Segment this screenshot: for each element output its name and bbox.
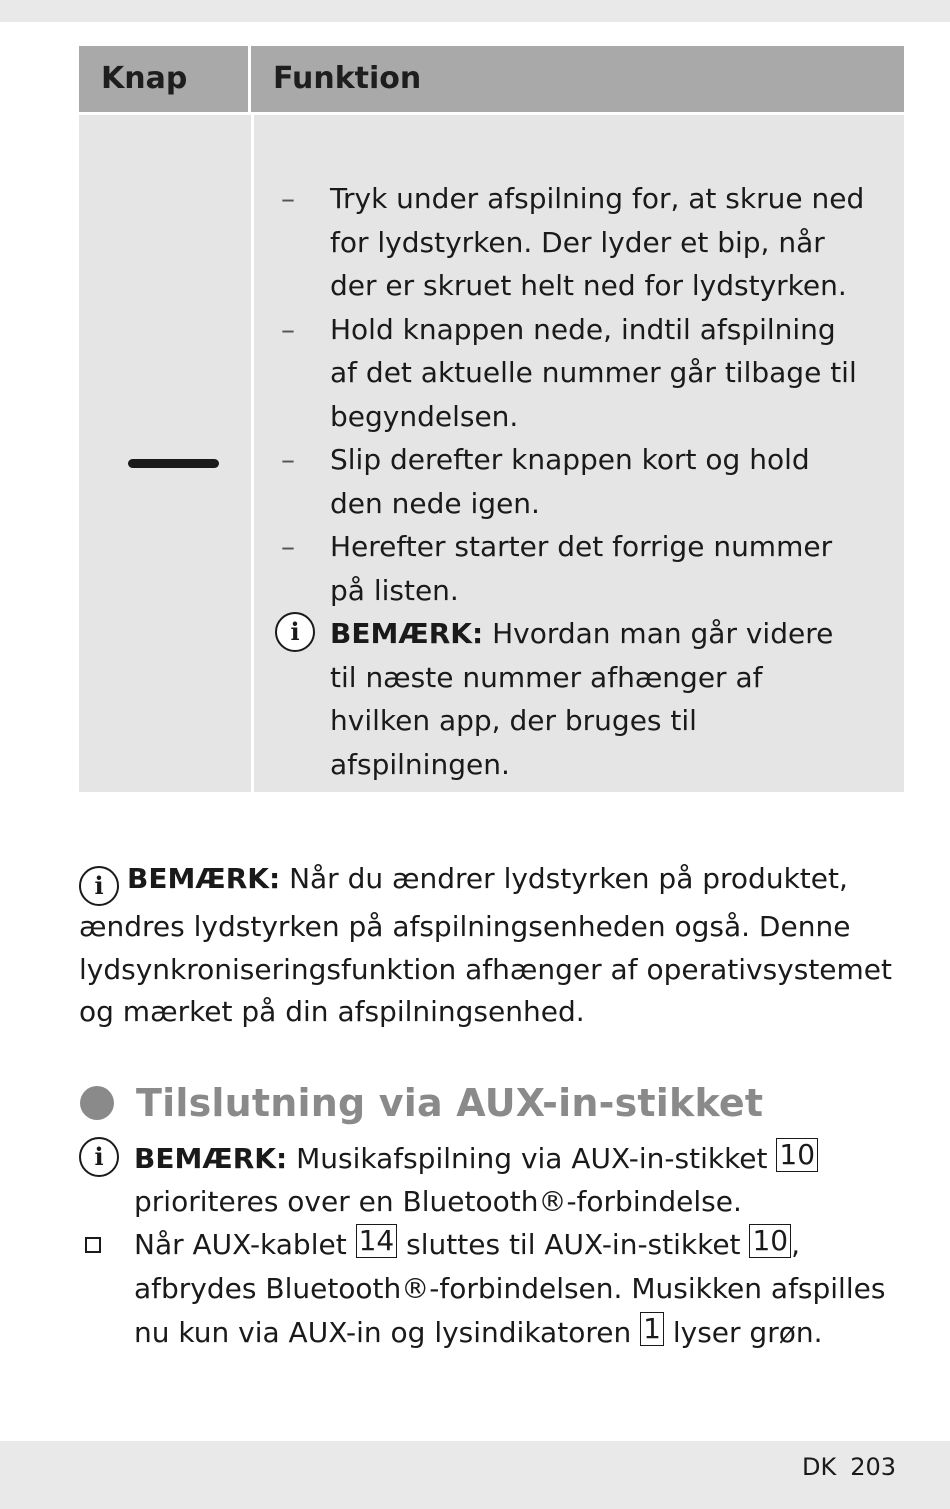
note-text: Når du ændrer lydstyrken på produktet, ændres lydstyrken på afspilningsenheden også. Denne lydsynkroniseringsfunktion afhænger af operativsystemet og mærket på din afspilningsenhed. xyxy=(79,862,892,1028)
step-text-2: sluttes til AUX-in-stikket xyxy=(406,1228,741,1261)
page-footer xyxy=(802,1453,896,1481)
reference-number: 10 xyxy=(749,1224,791,1258)
note-text: Hvordan man går videre til næste nummer afhænger af hvilken app, der bruges til afspilningen. xyxy=(330,617,834,781)
table-note xyxy=(275,612,865,786)
section-heading xyxy=(80,1076,763,1130)
header-button: Knap xyxy=(79,46,251,112)
page-number: 203 xyxy=(850,1453,896,1481)
checkbox-icon xyxy=(85,1237,101,1253)
note-text-after: prioriteres over en Bluetooth®-forbindelse. xyxy=(134,1185,742,1218)
note-label: BEMÆRK: xyxy=(330,617,484,650)
reference-number: 10 xyxy=(776,1138,818,1172)
info-icon: i xyxy=(79,1137,119,1177)
list-item-text: Herefter starter det forrige nummer på listen. xyxy=(330,530,833,607)
step-text-3: , afbrydes Bluetooth®-forbindelsen. Musikken afspilles nu kun via AUX-in og lysindikatoren xyxy=(134,1228,886,1349)
info-icon: i xyxy=(79,866,119,906)
info-icon: i xyxy=(275,612,315,652)
list-item xyxy=(275,177,865,308)
step-text-1: Når AUX-kablet xyxy=(134,1228,347,1261)
list-item xyxy=(275,308,865,439)
list-item-text: Tryk under afspilning for, at skrue ned for lydstyrken. Der lyder et bip, når der er skruet helt ned for lydstyrken. xyxy=(330,182,865,302)
list-item xyxy=(275,438,865,525)
section-title: Tilslutning via AUX-in-stikket xyxy=(136,1081,764,1125)
note-label: BEMÆRK: xyxy=(134,1142,288,1175)
list-item xyxy=(275,525,865,612)
reference-number: 14 xyxy=(356,1224,398,1258)
function-list xyxy=(275,177,865,786)
table-header xyxy=(79,46,904,112)
dash-marker: – xyxy=(281,312,295,346)
minus-button-icon xyxy=(128,459,219,468)
dash-marker: – xyxy=(281,182,295,215)
reference-number: 1 xyxy=(640,1312,664,1346)
button-function-table xyxy=(79,46,904,792)
note-label: BEMÆRK: xyxy=(127,862,281,895)
heading-bullet-icon xyxy=(80,1086,114,1120)
list-item-text: Hold knappen nede, indtil afspilning af det aktuelle nummer går tilbage til begyndelsen. xyxy=(330,312,857,433)
top-band xyxy=(0,0,950,22)
aux-note xyxy=(79,1137,899,1223)
function-cell xyxy=(254,115,904,792)
instruction-step xyxy=(79,1223,899,1355)
note-text-before: Musikafspilning via AUX-in-stikket xyxy=(296,1142,768,1175)
volume-note xyxy=(79,858,899,1034)
dash-marker: – xyxy=(281,530,295,563)
table-row xyxy=(79,115,904,792)
list-item-text: Slip derefter knappen kort og hold den nede igen. xyxy=(330,443,810,520)
header-function: Funktion xyxy=(273,61,422,96)
button-cell xyxy=(79,115,254,792)
dash-marker: – xyxy=(281,443,295,476)
step-text-4: lyser grøn. xyxy=(672,1316,823,1349)
language-code: DK xyxy=(801,1453,837,1481)
